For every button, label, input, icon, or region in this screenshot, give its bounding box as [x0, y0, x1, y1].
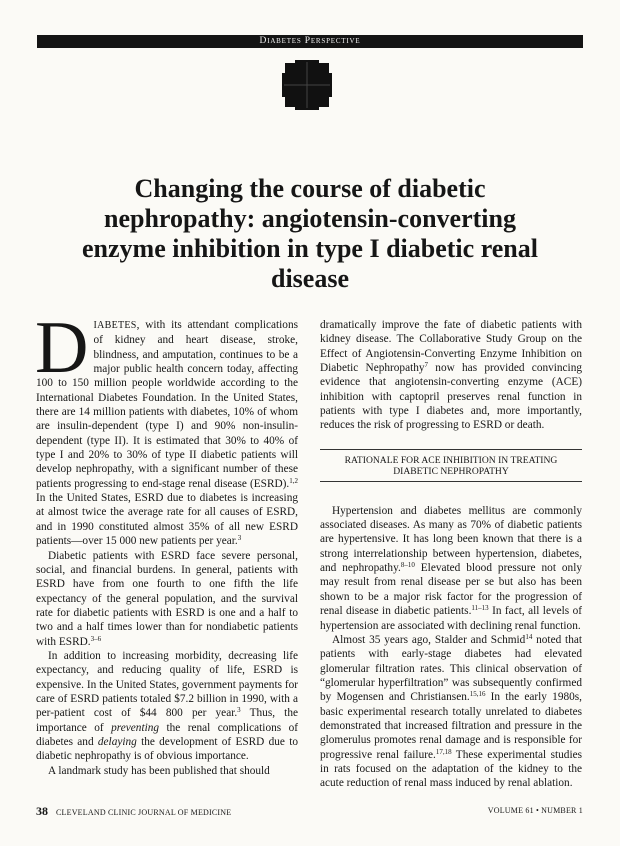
lead-caps: IABETES	[93, 320, 137, 331]
section-label: Diabetes Perspective	[259, 36, 361, 46]
reference-mark: 3	[237, 534, 242, 543]
section-header-bar	[37, 35, 583, 48]
paragraph: dramatically improve the fate of diabetic patients with kidney disease. The Collaborative Study Group on the Effect of Angiotensin-Converting Enzyme Inhibition on Diabetic Nephropathy$^7$ now has provided convincing evidence that angiotensin-converting enzyme (ACE) inhibition with captopril preserves renal function in patients with type I diabetes and, more importantly, reduces the risk of progressing to ESRD or death.	[320, 319, 582, 432]
body-column-left	[35, 307, 299, 778]
reference-mark: 17,18	[435, 747, 452, 756]
volume-issue: VOLUME 61 • NUMBER 1	[487, 806, 583, 815]
page-number: 38	[36, 804, 48, 818]
reference-mark: 7	[424, 361, 429, 370]
reference-mark: 14	[525, 632, 533, 641]
cross-logo-icon	[282, 60, 332, 110]
reference-mark: 8–10	[400, 561, 415, 570]
reference-mark: 3	[237, 706, 241, 715]
body-column-right	[320, 318, 582, 791]
article-title: Changing the course of diabetic nephropathy: angiotensin-converting enzyme inhibition in type I diabetic renal disease	[82, 174, 538, 293]
journal-name: CLEVELAND CLINIC JOURNAL OF MEDICINE	[56, 808, 232, 817]
paragraph: In addition to increasing morbidity, decreasing life expectancy, and reducing quality of life, ESRD is expensive. In the United States, government payments for care of ESRD patients totaled $7.2 billion in 1990, with a per-patient cost of $44 800 per year.$^3$ Thus, the importance of preventing the renal complications of diabetes and delaying the development of ESRD due to diabetic nephropathy is of obvious importance.	[36, 649, 299, 763]
reference-mark: 11–13	[471, 604, 489, 613]
paragraph: Almost 35 years ago, Stalder and Schmid$^{14}$ noted that patients with early-stage diabetes had elevated glomerular filtration rates. This clinical observation of “glomerular hyperfiltration” was subsequently confirmed by Mogensen and Christiansen.$^{15,16}$ In the early 1980s, basic experimental research totally unrelated to diabetes demonstrated that increased filtration and pressure in the glomerulus promotes renal damage and is responsible for progressive renal failure.$^{17,18}$ These experimental studies in rats focused on the adaptation of the kidney to the acute reduction of renal mass induced by renal ablation.	[320, 632, 582, 790]
section-heading: RATIONALE FOR ACE INHIBITION IN TREATING DIABETIC NEPHROPATHY	[320, 449, 582, 482]
paragraph: A landmark study has been published that should	[48, 764, 270, 777]
paragraph: DIABETES, with its attendant complications of kidney and heart disease, stroke, blindness, and amputation, continues to be a major public health concern today, affecting 100 to 150 million people worldwide according to the International Diabetes Foundation. In the United States, there are 14 million patients with diabetes, 10% of whom are insulin-dependent (type I) and 90% non-insulin-dependent (type II). It is estimated that 30% to 40% of type I and 20% to 30% of type II diabetic patients will develop nephropathy, with a significant number of these patients progressing to end-stage renal disease (ESRD).$^{1,2}$ In the United States, ESRD due to diabetes is increasing at almost twice the average rate for all causes of ESRD, and in 1990 constituted almost 35% of all new ESRD patients—over 15 000 new patients per year.$^3$	[35, 307, 298, 548]
reference-mark: 1,2	[289, 476, 298, 485]
paragraph: Hypertension and diabetes mellitus are commonly associated diseases. As many as 70% of diabetic patients are hypertensive. It has long been known that there is a strong interrelationship between hypertension, diabetes, and nephropathy.$^{8-10}$ Elevated blood pressure not only may result from renal disease per se but also has been shown to be a major risk factor for the progression of renal disease in diabetic patients.$^{11-13}$ In fact, all levels of hypertension are associated with declining renal function.	[320, 504, 582, 632]
reference-mark: 15,16	[469, 690, 486, 699]
paragraph: Diabetic patients with ESRD face severe personal, social, and financial burdens. In general, patients with ESRD have from one fourth to one fifth the life expectancy of the general population, and the survival rate for diabetic patients with ESRD is one and a half to two and a half times lower than for nondiabetic patients with ESRD.$^{3-6}$	[36, 549, 298, 648]
reference-mark: 3–6	[90, 634, 102, 643]
page-footer-left	[36, 804, 231, 819]
drop-cap: D	[35, 307, 89, 389]
